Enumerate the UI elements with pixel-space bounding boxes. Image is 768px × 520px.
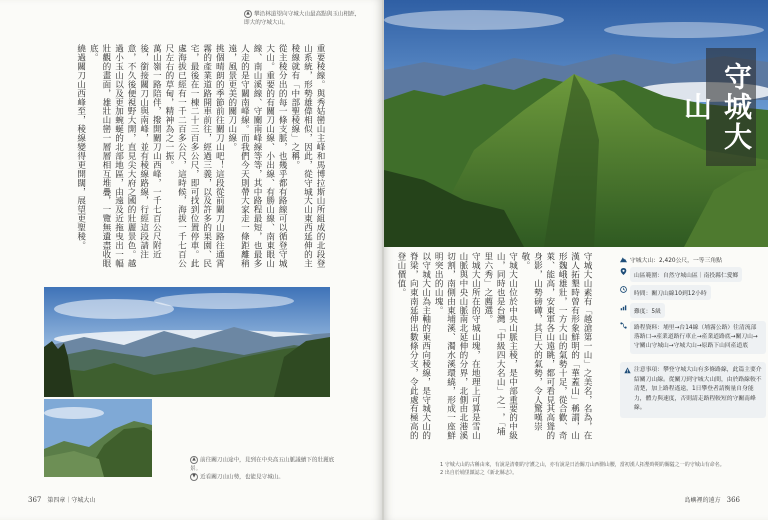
footnotes [440, 461, 740, 477]
caption-bottom-line: ▼ 近看關刀山山勢，也能見守城山。 [190, 473, 340, 482]
info-difficulty: 難度：5級 [620, 303, 766, 318]
left-page-number: 367 [28, 496, 42, 504]
chapter-title: 守城大山 [706, 48, 756, 166]
right-paragraph: 守城大山素有「越滄第一山」之美名，名為，在漢人拓墾時曾有形象鮮明的「華蓋山」稱謂，山形魏峨雄壯，一方大山的氣勢十足，從合歡、奇萊、能高，安東軍各山遠眺，都可看見其高聳的身影，山勢磅礡，其巨大的氣勢，令人驚嘆崇敬。 [519, 252, 592, 440]
caption-marker-icon: ▲ [244, 10, 252, 18]
info-time: 時間：關刀山線10到12小時 [620, 285, 766, 300]
level-icon [620, 304, 627, 311]
left-paragraph: 重要稜線。與秀姑巒山主峰和馬博拉斯山所組成的北段登山系統，形勢雄偉相似，因此，從守城大山東西延伸的主稜線就有「中部聖稜線」之稱。 [289, 44, 325, 268]
mountain-icon [620, 256, 627, 263]
caption-bottom-line: ▲ 前往關刀山途中，見到在中央高五山脈議續下的壯麗底景。 [190, 457, 335, 472]
caption-top [244, 10, 362, 27]
ridge-photo-small [44, 397, 152, 477]
landscape-photo-large [44, 287, 330, 397]
caption-marker-icon: ▲ [190, 456, 198, 464]
left-running-head: 第四章｜守城大山 [47, 497, 96, 504]
left-paragraph: 萬山嶺一路陪伴，撥開關刀山西峰，一千七百公尺附近後，銜接關刀山與南峰，並有稜線路線，行經這段請注意，不久後便視野大開，直見尖大府之國的壯麗景色。越過小玉山以及更加蜿蜒的北部地區，由遠及近拖曳出一幅壯觀的畫面，雄壯山巒一層層相互堆疊，一覽無遺盡收眼底。 [88, 44, 162, 268]
info-note: 注意事項：攀登守城大山有多條路線，此篇主要介紹關刀山線。從關刀到守城大山間，由於路線較不清楚，加上路程遙遠，1日攀登者請衡量自身能力，體力與速度，否則請走路程較短的守關南峰線。 [620, 362, 766, 418]
right-body-text [388, 252, 593, 442]
left-folio [22, 495, 95, 504]
info-elevation: 守城大山：2,420公尺，一等三角點 [620, 255, 766, 264]
right-paragraph: 守城大山位於中央山脈主稜，是中部重要的中級山，同時也是台灣「中級四大名山」之一，「埔里六秀」之薦選。 [482, 252, 518, 440]
info-route: 路程資料：埔里→台14線（埔霧公路）往清流部落路口→產業道路行車止→產業道路底→關刀山→守關山守城山→守城大山→原路下山回產道底 [620, 321, 766, 354]
right-folio [685, 495, 746, 504]
info-panel [620, 255, 766, 457]
caption-bottom [190, 456, 340, 481]
info-location: 山區範圍：自然守城山區｜南投縣仁愛鄉 [620, 267, 766, 282]
left-paragraph: 挑個晴朗的季節前往關刀山吧！這段從前關刀山路往通霄霧的產業道路開車前往，經過三義，以及許多的果園、民宅，最後在一棟二十三百多公尺，即可找到位置停車。此處海拔已經有一千二百多公尺，這時候，海拔一千七百公尺左右的草甸，精神為之一振。 [163, 44, 225, 268]
right-paragraph: 以守城大山為主軸的東西向稜線，是守城大山的脊梁，向東南延伸出數條分支，令此處有極高的登山價值。 [395, 252, 431, 440]
footnote-item: 2 出自於埔里鎮誌之《新北縣志》。 [440, 470, 518, 476]
right-paragraph: 守城大山所在的守城山塊，在地理上可算是雪山山脈與中央山脈南北延伸的分界，北側由北港溪切割，南側由東埔溪、濁水溪環繞，形成一座鮮明突出的山塊。 [433, 252, 481, 440]
location-pin-icon [620, 268, 627, 275]
warning-icon [624, 367, 631, 374]
clock-icon [620, 286, 627, 293]
left-paragraph: 從主稜分出的每一條支脈，也幾乎都有路線可以循登守城大山。重要的有關刀山線、小出線、有勝山線、南東眼山線、南山溪線、守關南峰線等等，其中路程最短，也最多人走的是守關南峰線。而我們今天則帶大家走一條距離稍遠，風景更美的關刀山線。 [226, 44, 288, 268]
right-running-head: 島嶼裡的遠方 [684, 497, 721, 504]
left-page [0, 0, 382, 520]
left-paragraph: 繞過關刀山西峰至，稜線變得更開闊，展望更聖稜。 [75, 44, 86, 250]
caption-marker-icon: ▼ [190, 473, 198, 481]
caption-top-text: 攀沿林道望向守城大山最高點與玉山相距，即大的守城大山。 [244, 11, 361, 26]
left-body-text [8, 44, 326, 276]
route-icon [620, 322, 627, 329]
footnote-item: 1 守城大山的古稱由來，有說是清朝的守護之山，亦有說是日治關刀山西側山腰，當初漢人拓墾時期的關隘之一的守城山有命名。 [440, 462, 725, 468]
right-page-number: 366 [726, 496, 740, 504]
